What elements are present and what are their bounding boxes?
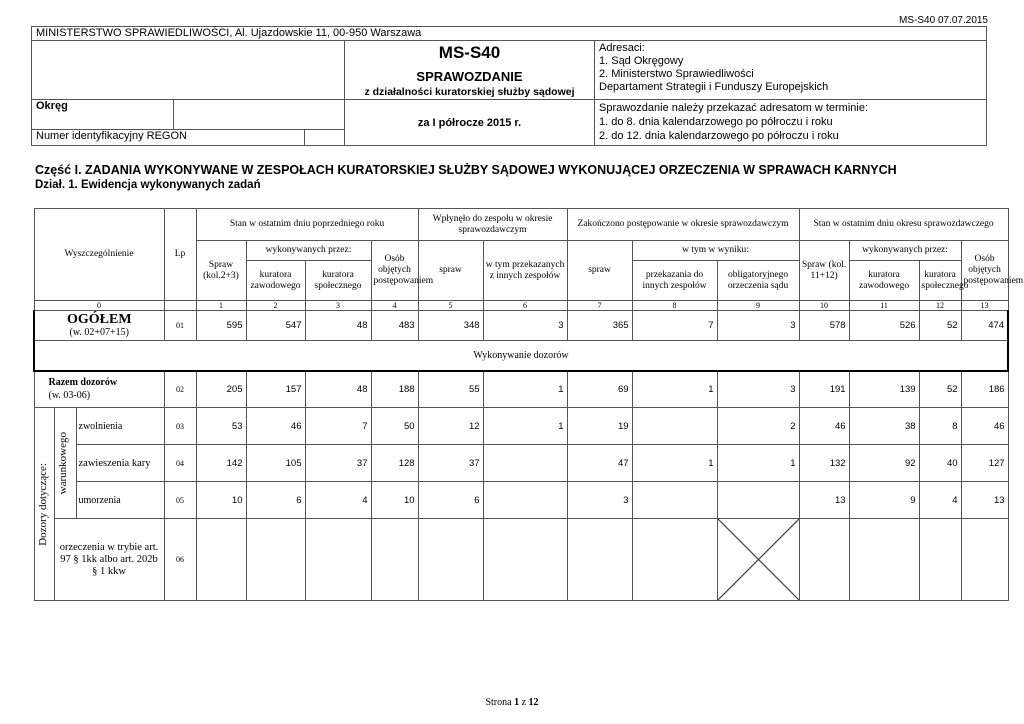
cell-value[interactable]: 128 bbox=[371, 445, 418, 482]
header-stan-end: Stan w ostatnim dniu okresu sprawozdawczego bbox=[799, 209, 1008, 241]
addressee-2: 2. Ministerstwo Sprawiedliwości bbox=[599, 68, 754, 80]
cell-value[interactable]: 1 bbox=[632, 445, 717, 482]
cell-value[interactable]: 3 bbox=[567, 482, 632, 519]
cell-value[interactable]: 52 bbox=[919, 371, 961, 408]
dozory-group-cell bbox=[34, 408, 54, 601]
header-zakonczono: Zakończono postępowanie w okresie sprawozdawczym bbox=[567, 209, 799, 241]
cell-value[interactable]: 1 bbox=[717, 445, 799, 482]
header-blank-cell bbox=[32, 41, 345, 100]
ogolem-formula: (w. 02+07+15) bbox=[69, 326, 129, 338]
form-code: MS-S40 bbox=[438, 43, 501, 62]
cell-value[interactable]: 188 bbox=[371, 371, 418, 408]
cell-value[interactable] bbox=[483, 445, 567, 482]
title-cell bbox=[345, 41, 595, 100]
cell-value[interactable]: 46 bbox=[246, 408, 305, 445]
header-w-tym-w-wyniku: w tym w wyniku: bbox=[632, 241, 799, 261]
cell-value[interactable]: 37 bbox=[418, 445, 483, 482]
cell-value[interactable] bbox=[632, 482, 717, 519]
form-version-code: MS-S40 07.07.2015 bbox=[899, 15, 988, 26]
col-number: 8 bbox=[632, 301, 717, 311]
section-heading: Dział. 1. Ewidencja wykonywanych zadań bbox=[35, 179, 261, 191]
footer-page-number: 1 bbox=[514, 697, 520, 708]
table-row bbox=[34, 445, 1008, 482]
cell-value[interactable]: 157 bbox=[246, 371, 305, 408]
section-row bbox=[34, 341, 1008, 371]
header-kuratora-spolecznego-1: kuratora społecznego bbox=[305, 261, 371, 301]
table-row bbox=[34, 482, 1008, 519]
page-footer bbox=[0, 697, 1024, 708]
ogolem-label: OGÓŁEM bbox=[66, 311, 132, 327]
col-number bbox=[164, 301, 196, 311]
cell-value[interactable] bbox=[799, 519, 849, 601]
footer-page-total: 12 bbox=[528, 697, 539, 708]
part-heading: Część I. ZADANIA WYKONYWANE W ZESPOŁACH KURATORSKIEJ SŁUŻBY SĄDOWEJ WYKONUJĄCEJ ORZECZENIA W SPRAWACH KARNYCH bbox=[35, 163, 897, 177]
deadline-1: 1. do 8. dnia kalendarzowego po półroczu i roku bbox=[599, 116, 833, 128]
cell-value[interactable] bbox=[632, 519, 717, 601]
row-lp: 05 bbox=[164, 482, 196, 519]
cell-value[interactable]: 2 bbox=[717, 408, 799, 445]
cross-out-mark bbox=[718, 519, 799, 600]
cell-value[interactable]: 595 bbox=[196, 311, 246, 341]
addressee-2-department: Departament Strategii i Funduszy Europejskich bbox=[599, 81, 829, 93]
cell-value[interactable]: 191 bbox=[799, 371, 849, 408]
header-spraw-zakonczono: spraw bbox=[567, 241, 632, 301]
cell-value[interactable]: 578 bbox=[799, 311, 849, 341]
cell-value[interactable]: 186 bbox=[961, 371, 1008, 408]
cell-value[interactable]: 48 bbox=[305, 311, 371, 341]
cell-value[interactable]: 40 bbox=[919, 445, 961, 482]
row-label: zwolnienia bbox=[76, 408, 164, 445]
header-stan-start: Stan w ostatnim dniu poprzedniego roku bbox=[196, 209, 418, 241]
col-number: 4 bbox=[371, 301, 418, 311]
cell-value[interactable] bbox=[632, 408, 717, 445]
header-w-tym-przekazanych: w tym przekazanych z innych zespołów bbox=[483, 241, 567, 301]
col-number: 11 bbox=[849, 301, 919, 311]
cell-value[interactable]: 38 bbox=[849, 408, 919, 445]
col-number: 13 bbox=[961, 301, 1008, 311]
row-lp: 02 bbox=[164, 371, 196, 408]
cell-value[interactable]: 7 bbox=[632, 311, 717, 341]
cell-value[interactable]: 1 bbox=[632, 371, 717, 408]
report-title: SPRAWOZDANIE bbox=[416, 69, 523, 84]
cell-value[interactable]: 50 bbox=[371, 408, 418, 445]
row-label: zawieszenia kary bbox=[76, 445, 164, 482]
cell-value[interactable]: 6 bbox=[246, 482, 305, 519]
col-number: 3 bbox=[305, 301, 371, 311]
header-spraw-wplynelo: spraw bbox=[418, 241, 483, 301]
deadlines-cell bbox=[595, 100, 987, 146]
addressees-cell bbox=[595, 41, 987, 100]
cell-value[interactable]: 19 bbox=[567, 408, 632, 445]
cell-value[interactable]: 142 bbox=[196, 445, 246, 482]
header-osob-1: Osób objętych postępowaniem bbox=[371, 241, 418, 301]
cell-value[interactable]: 1 bbox=[483, 371, 567, 408]
row-lp: 06 bbox=[164, 519, 196, 601]
evidence-table bbox=[33, 208, 1024, 601]
cell-value[interactable]: 6 bbox=[418, 482, 483, 519]
report-period: za I półrocze 2015 r. bbox=[345, 100, 595, 146]
cell-value[interactable]: 526 bbox=[849, 311, 919, 341]
dozory-group-label: Dozory dotyczące: bbox=[36, 462, 49, 546]
table-row bbox=[34, 371, 1008, 408]
okreg-label: Okręg bbox=[32, 100, 174, 130]
col-number: 5 bbox=[418, 301, 483, 311]
footer-separator: z bbox=[519, 697, 529, 708]
cell-value[interactable] bbox=[919, 519, 961, 601]
cell-value[interactable]: 139 bbox=[849, 371, 919, 408]
cell-value[interactable]: 365 bbox=[567, 311, 632, 341]
warunkowego-label: warunkowego bbox=[56, 431, 69, 495]
regon-label: Numer identyfikacyjny REGON bbox=[32, 130, 305, 146]
header-wyszczegolnienie: Wyszczególnienie bbox=[34, 209, 164, 301]
okreg-value-field[interactable] bbox=[174, 100, 345, 130]
header-przekazania: przekazania do innych zespołów bbox=[632, 261, 717, 301]
cell-value[interactable]: 48 bbox=[305, 371, 371, 408]
header-wykonywanych-1: wykonywanych przez: bbox=[246, 241, 371, 261]
header-kuratora-zawodowego-1: kuratora zawodowego bbox=[246, 261, 305, 301]
header-obligatoryjnego: obligatoryjnego orzeczenia sądu bbox=[717, 261, 799, 301]
row-label: umorzenia bbox=[76, 482, 164, 519]
crossed-out-cell bbox=[717, 519, 799, 601]
razem-cell bbox=[34, 371, 164, 408]
cell-value[interactable] bbox=[196, 519, 246, 601]
header-wplynelo: Wpłynęło do zespołu w okresie sprawozdawczym bbox=[418, 209, 567, 241]
cell-value[interactable] bbox=[418, 519, 483, 601]
header-kuratora-zawodowego-2: kuratora zawodowego bbox=[849, 261, 919, 301]
cell-value[interactable]: 13 bbox=[799, 482, 849, 519]
cell-value[interactable]: 1 bbox=[483, 408, 567, 445]
cell-value[interactable] bbox=[246, 519, 305, 601]
regon-value-field[interactable] bbox=[305, 130, 345, 146]
ogolem-cell bbox=[34, 311, 164, 341]
header-osob-2: Osób objętych postępowaniem bbox=[961, 241, 1008, 301]
deadline-2: 2. do 12. dnia kalendarzowego po półroczu i roku bbox=[599, 130, 839, 142]
cell-value[interactable]: 7 bbox=[305, 408, 371, 445]
table-row bbox=[34, 311, 1008, 341]
cell-value[interactable]: 4 bbox=[919, 482, 961, 519]
header-spraw-kol23: Spraw (kol.2+3) bbox=[196, 241, 246, 301]
form-header bbox=[31, 26, 987, 146]
col-number: 7 bbox=[567, 301, 632, 311]
cell-value[interactable]: 4 bbox=[305, 482, 371, 519]
cell-value[interactable] bbox=[483, 482, 567, 519]
report-subtitle: z działalności kuratorskiej służby sądowej bbox=[364, 86, 575, 98]
cell-value[interactable] bbox=[567, 519, 632, 601]
cell-value[interactable] bbox=[305, 519, 371, 601]
cell-value[interactable]: 55 bbox=[418, 371, 483, 408]
col-number: 0 bbox=[34, 301, 164, 311]
cell-value[interactable]: 483 bbox=[371, 311, 418, 341]
cell-value[interactable]: 13 bbox=[961, 482, 1008, 519]
cell-value[interactable]: 37 bbox=[305, 445, 371, 482]
col-number: 9 bbox=[717, 301, 799, 311]
row-lp: 01 bbox=[164, 311, 196, 341]
cell-value[interactable]: 10 bbox=[371, 482, 418, 519]
razem-formula: (w. 03-06) bbox=[48, 390, 91, 402]
table-row bbox=[34, 519, 1008, 601]
header-lp: Lp bbox=[164, 209, 196, 301]
section-title-dozory: Wykonywanie dozorów bbox=[34, 341, 1008, 371]
cell-value[interactable] bbox=[961, 519, 1008, 601]
cell-value[interactable]: 46 bbox=[961, 408, 1008, 445]
cell-value[interactable]: 3 bbox=[483, 311, 567, 341]
razem-label: Razem dozorów bbox=[48, 377, 118, 389]
cell-value[interactable]: 547 bbox=[246, 311, 305, 341]
cell-value[interactable] bbox=[483, 519, 567, 601]
column-numbers-row bbox=[34, 301, 1008, 311]
cell-value[interactable]: 132 bbox=[799, 445, 849, 482]
table-row bbox=[34, 408, 1008, 445]
deadline-label: Sprawozdanie należy przekazać adresatom w terminie: bbox=[599, 102, 869, 114]
col-number: 6 bbox=[483, 301, 567, 311]
cell-value[interactable] bbox=[849, 519, 919, 601]
row-label: orzeczenia w trybie art. 97 § 1kk albo art. 202b § 1 kkw bbox=[54, 519, 164, 601]
cell-value[interactable]: 9 bbox=[849, 482, 919, 519]
row-lp: 04 bbox=[164, 445, 196, 482]
cell-value[interactable]: 10 bbox=[196, 482, 246, 519]
cell-value[interactable] bbox=[371, 519, 418, 601]
cell-value[interactable]: 105 bbox=[246, 445, 305, 482]
warunkowego-cell bbox=[54, 408, 76, 519]
row-lp: 03 bbox=[164, 408, 196, 445]
cell-value[interactable]: 53 bbox=[196, 408, 246, 445]
col-number: 12 bbox=[919, 301, 961, 311]
header-kuratora-spolecznego-2: kuratora społecznego bbox=[919, 261, 961, 301]
cell-value[interactable]: 52 bbox=[919, 311, 961, 341]
cell-value[interactable] bbox=[717, 482, 799, 519]
cell-value[interactable]: 12 bbox=[418, 408, 483, 445]
cell-value[interactable]: 92 bbox=[849, 445, 919, 482]
col-number: 10 bbox=[799, 301, 849, 311]
ministry-address: MINISTERSTWO SPRAWIEDLIWOŚCI, Al. Ujazdowskie 11, 00-950 Warszawa bbox=[32, 27, 987, 41]
col-number: 2 bbox=[246, 301, 305, 311]
cell-value[interactable]: 47 bbox=[567, 445, 632, 482]
cell-value[interactable]: 46 bbox=[799, 408, 849, 445]
cell-value[interactable]: 69 bbox=[567, 371, 632, 408]
cell-value[interactable]: 8 bbox=[919, 408, 961, 445]
cell-value[interactable]: 348 bbox=[418, 311, 483, 341]
footer-prefix: Strona bbox=[485, 697, 515, 708]
cell-value[interactable]: 127 bbox=[961, 445, 1008, 482]
cell-value[interactable]: 3 bbox=[717, 371, 799, 408]
header-wykonywanych-2: wykonywanych przez: bbox=[849, 241, 961, 261]
header-spraw-kol1112: Spraw (kol. 11+12) bbox=[799, 241, 849, 301]
cell-value[interactable]: 205 bbox=[196, 371, 246, 408]
cell-value[interactable]: 3 bbox=[717, 311, 799, 341]
cell-value[interactable]: 474 bbox=[961, 311, 1008, 341]
addressees-label: Adresaci: bbox=[599, 42, 645, 54]
addressee-1: 1. Sąd Okręgowy bbox=[599, 55, 684, 67]
col-number: 1 bbox=[196, 301, 246, 311]
